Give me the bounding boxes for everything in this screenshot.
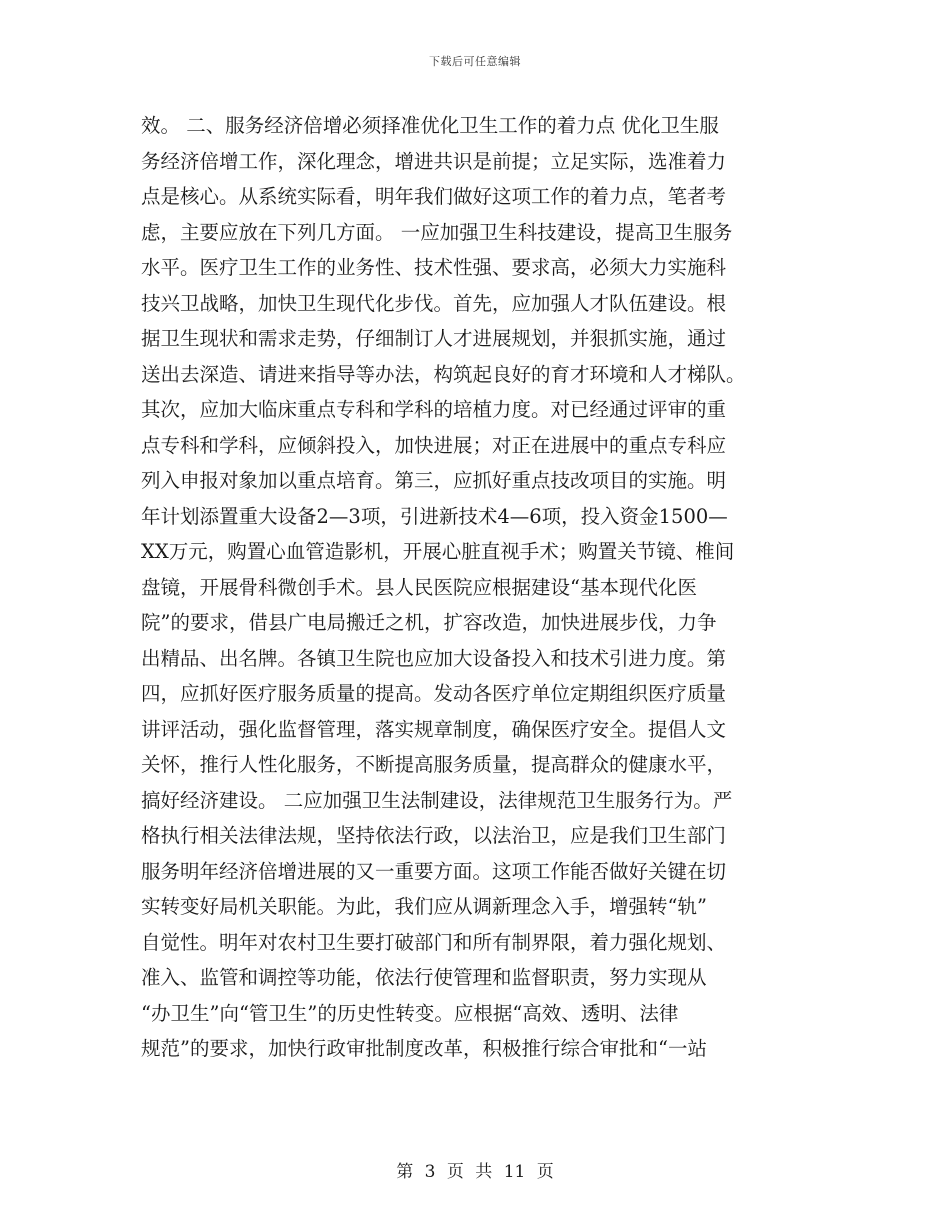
page-header: 下载后可任意编辑 — [429, 55, 521, 68]
body-line: 据卫生现状和需求走势，仔细制订人才进展规划，并狠抓实施，通过 — [141, 327, 727, 350]
body-line: 水平。医疗卫生工作的业务性、技术性强、要求高，必须大力实施科 — [141, 256, 727, 279]
body-line: 其次，应加大临床重点专科和学科的培植力度。对已经通过评审的重 — [141, 398, 727, 421]
body-line: 盘镜，开展骨科微创手术。县人民医院应根据建设“基本现代化医 — [141, 575, 697, 599]
body-line: 点专科和学科，应倾斜投入，加快进展；对正在进展中的重点专科应 — [141, 433, 727, 457]
body-line: 列入申报对象加以重点培育。第三，应抓好重点技改项目的实施。明 — [141, 469, 727, 492]
document-body — [141, 108, 813, 1067]
body-line: XX万元，购置心血管造影机，开展心脏直视手术；购置关节镜、椎间 — [141, 540, 735, 563]
body-line: 虑，主要应放在下列几方面。 一应加强卫生科技建设，提高卫生服务 — [141, 220, 733, 244]
body-line: 院”的要求，借县广电局搬迁之机，扩容改造，加快进展步伐，力争 — [141, 611, 717, 634]
body-line: 准入、监管和调控等功能，依法行使管理和监督职责，努力实现从 — [141, 966, 707, 989]
body-line: 搞好经济建设。 二应加强卫生法制建设，法律规范卫生服务行为。严 — [141, 788, 733, 812]
body-line: 务经济倍增工作，深化理念，增进共识是前提；立足实际，选准着力 — [141, 149, 727, 173]
body-line: 效。 二、服务经济倍增必须择准优化卫生工作的着力点 优化卫生服 — [141, 114, 719, 137]
body-line: 服务明年经济倍增进展的又一重要方面。这项工作能否做好关键在切 — [141, 859, 727, 883]
body-line: 四，应抓好医疗服务质量的提高。发动各医疗单位定期组织医疗质量 — [141, 682, 727, 705]
body-line: 技兴卫战略，加快卫生现代化步伐。首先，应加强人才队伍建设。根 — [141, 291, 727, 315]
body-line: 讲评活动，强化监督管理，落实规章制度，确保医疗安全。提倡人文 — [141, 717, 727, 741]
body-line: 送出去深造、请进来指导等办法，构筑起良好的育才环境和人才梯队。 — [141, 362, 746, 386]
body-line: 点是核心。从系统实际看，明年我们做好这项工作的着力点，笔者考 — [141, 185, 727, 208]
body-line: “办卫生”向“管卫生”的历史性转变。应根据“高效、透明、法律 — [141, 1001, 679, 1025]
body-line: 实转变好局机关职能。为此，我们应从调新理念入手，增强转“轨” — [141, 895, 707, 918]
body-line: 年计划添置重大设备2—3项，引进新技术4—6项，投入资金1500— — [141, 504, 728, 528]
body-line: 自觉性。明年对农村卫生要打破部门和所有制界限，着力强化规划、 — [141, 930, 727, 954]
body-line: 格执行相关法律法规，坚持依法行政，以法治卫，应是我们卫生部门 — [141, 824, 727, 847]
body-line: 规范”的要求，加快行政审批制度改革，积极推行综合审批和“一站 — [141, 1037, 707, 1060]
body-line: 出精品、出名牌。各镇卫生院也应加大设备投入和技术引进力度。第 — [141, 646, 727, 670]
page-number-footer: 第 3 页 共 11 页 — [396, 1162, 554, 1182]
body-line: 关怀，推行人性化服务，不断提高服务质量，提高群众的健康水平， — [141, 753, 727, 776]
